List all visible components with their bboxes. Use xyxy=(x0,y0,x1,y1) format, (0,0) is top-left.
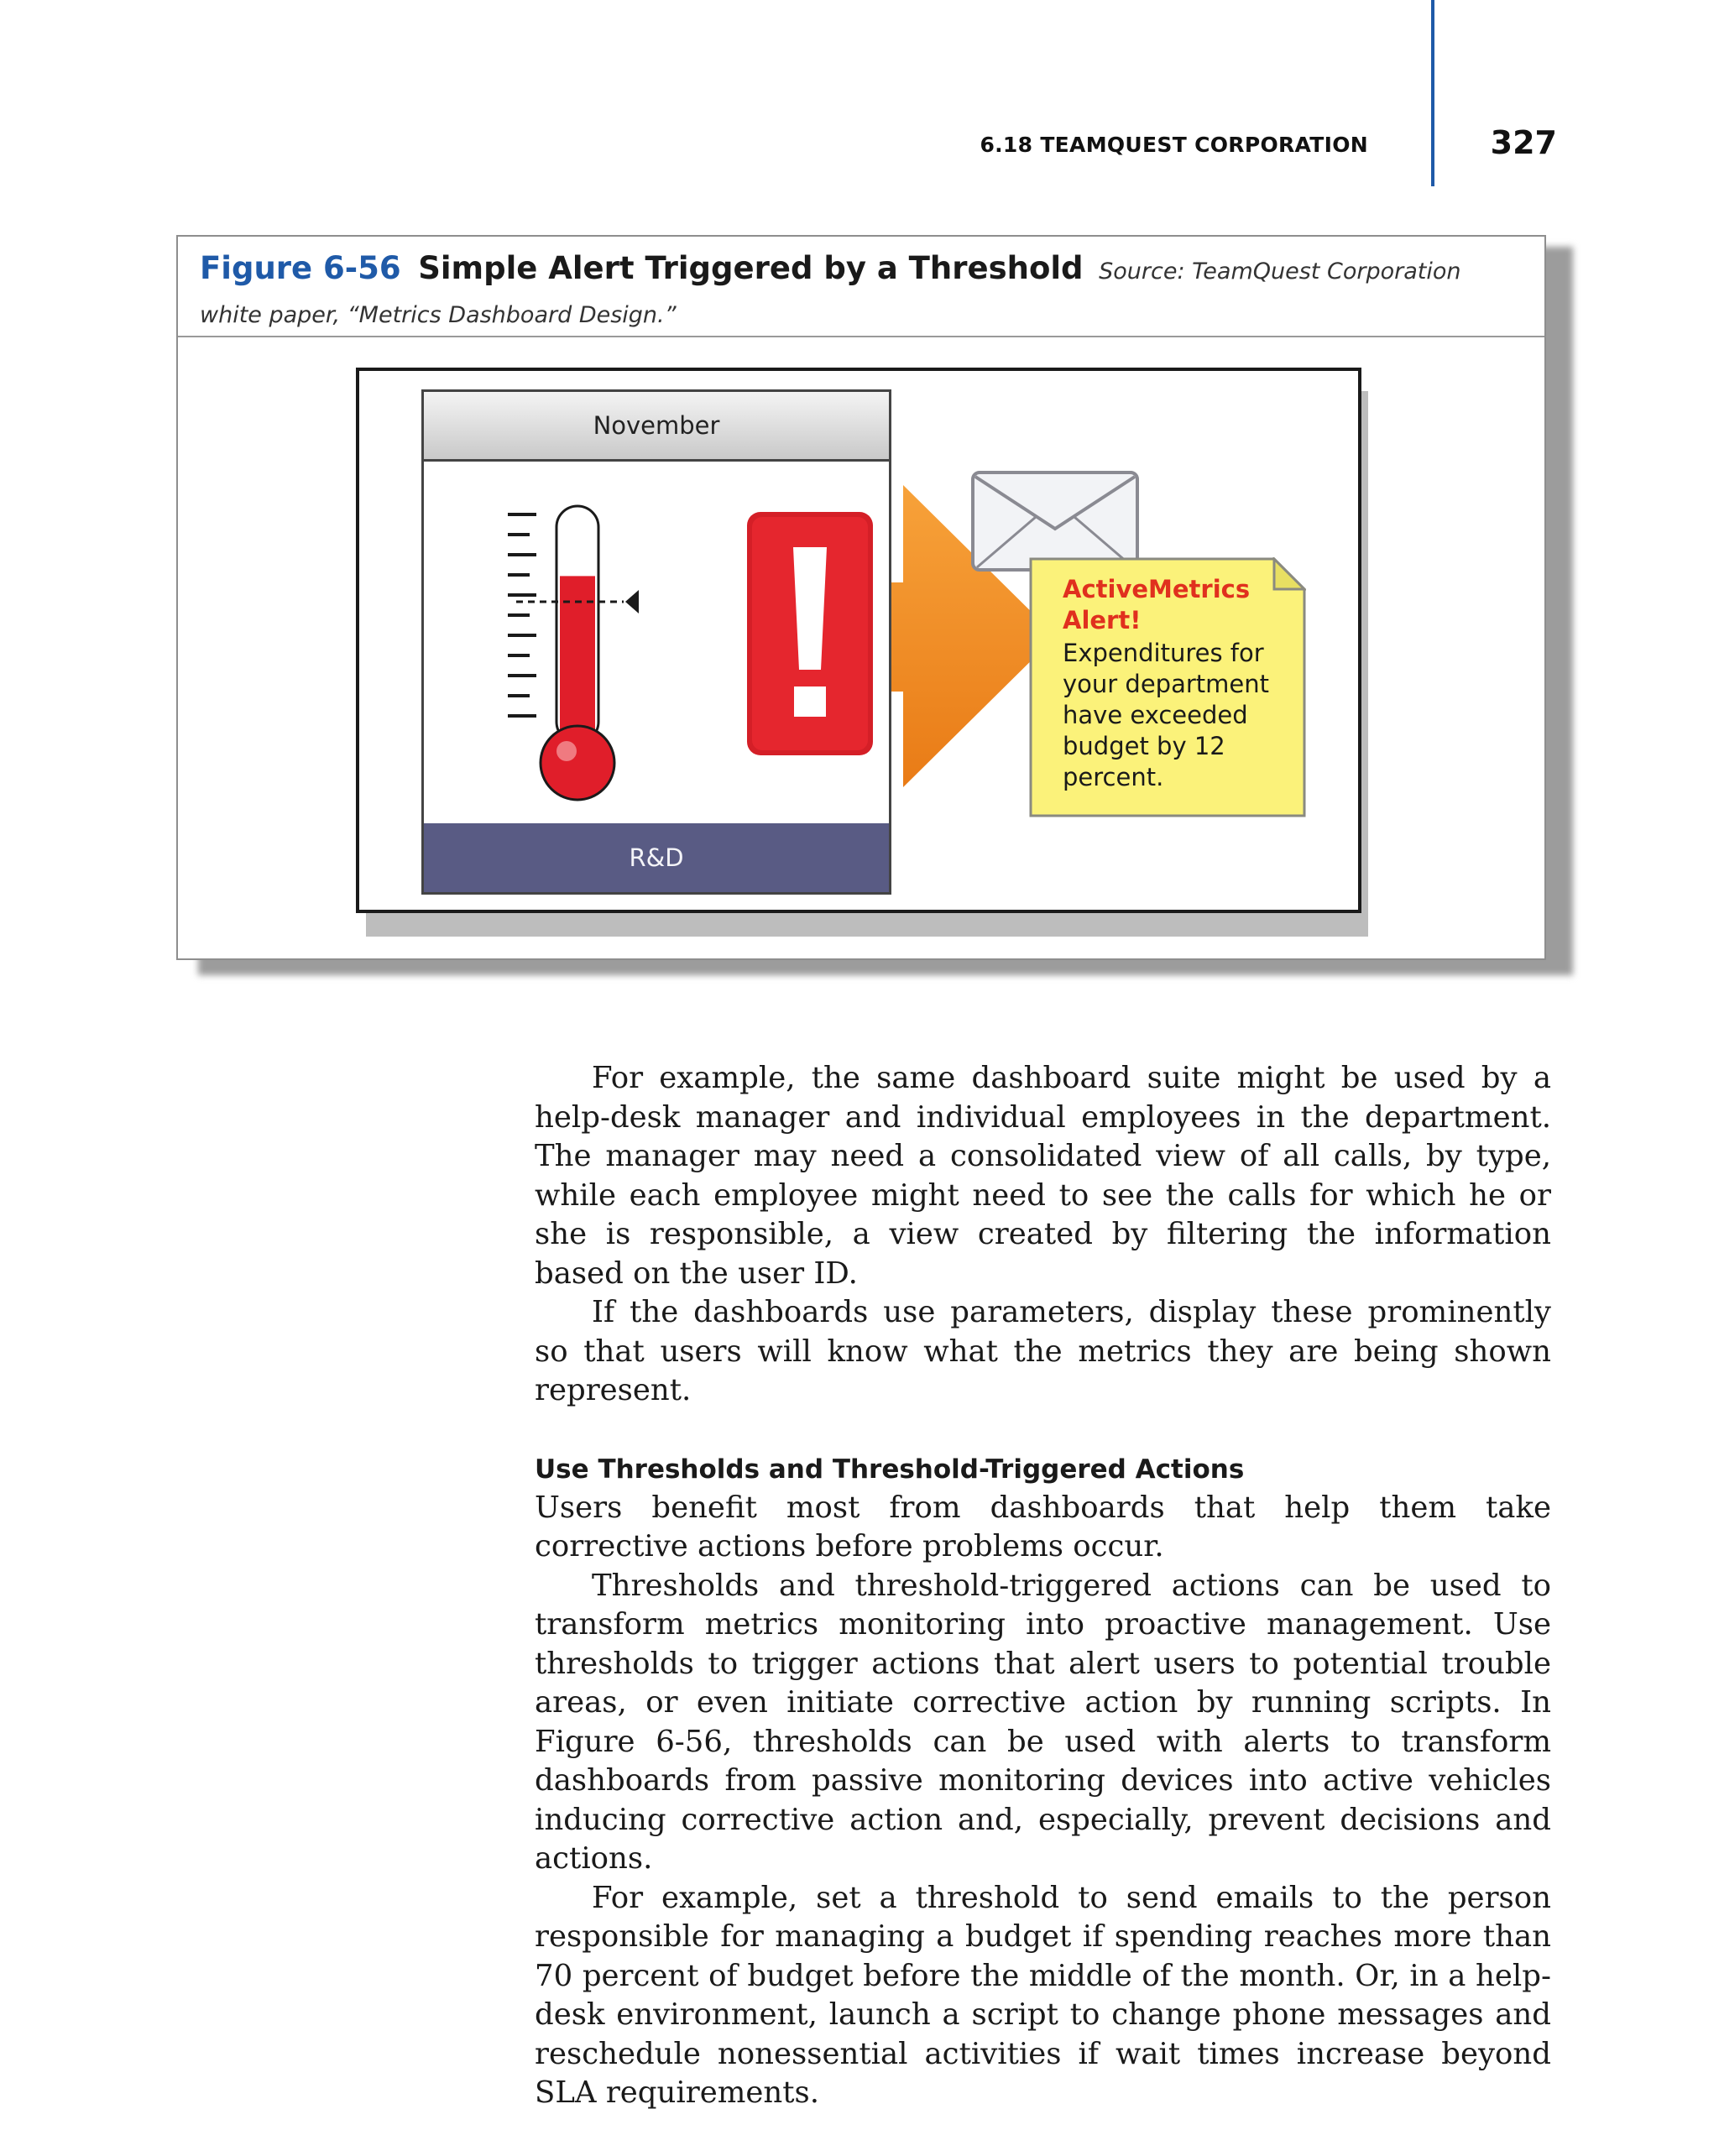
section-heading: Use Thresholds and Threshold-Triggered Actions xyxy=(535,1454,1245,1485)
panel-footer: R&D xyxy=(424,823,889,892)
caption-divider xyxy=(178,336,1544,337)
figure-number: Figure 6-56 xyxy=(200,250,401,286)
illustration-frame xyxy=(356,368,1361,913)
figure-caption xyxy=(200,247,1526,337)
header-rule xyxy=(1431,0,1434,186)
figure-title: Simple Alert Triggered by a Threshold xyxy=(418,250,1084,286)
body-text xyxy=(535,1059,1551,2113)
page-number: 327 xyxy=(1490,124,1557,161)
alert-title: ActiveMetrics Alert! xyxy=(1063,575,1251,634)
section-heading-wrap xyxy=(535,1449,1551,1489)
exclamation-icon xyxy=(747,512,873,755)
paragraph: Users benefit most from dashboards that help them take corrective actions before problems occur. xyxy=(535,1490,1551,1563)
figure-box xyxy=(176,235,1546,960)
paragraph: For example, set a threshold to send emails to the person responsible for managing a budget if spending reaches more than 70 percent of budget before the middle of the month. Or, in a help-desk environment, launch a script to change phone messages and reschedule nonessential activities if wait times increase beyond SLA requirements. xyxy=(535,1880,1551,2110)
paragraph: For example, the same dashboard suite might be used by a help-desk manager and individual employees in the department. The manager may need a consolidated view of all calls, by type, while each employee might need to see the calls for which he or she is responsible, a view created by filtering the information based on the user ID. xyxy=(535,1061,1551,1291)
alert-body: Expenditures for your department have exceeded budget by 12 percent. xyxy=(1063,639,1269,791)
thermometer-icon xyxy=(499,501,651,803)
alert-note xyxy=(1063,574,1289,793)
panel-header: November xyxy=(424,392,889,462)
paragraph: Thresholds and threshold-triggered actions can be used to transform metrics monitoring into proactive management. Use thresholds to trigger actions that alert users to potential trouble areas, or even initiate corrective action by running scripts. In Figure 6-56, thresholds can be used with alerts to transform dashboards from passive monitoring devices into active vehicles inducing corrective action and, especially, prevent decisions and actions. xyxy=(535,1568,1551,1876)
paragraph: If the dashboards use parameters, display these prominently so that users will know what the metrics they are being shown represent. xyxy=(535,1295,1551,1407)
figure-source: Source: TeamQuest Corporation white paper, “Metrics Dashboard Design.” xyxy=(200,258,1461,328)
running-head: 6.18 TEAMQUEST CORPORATION xyxy=(980,133,1368,157)
